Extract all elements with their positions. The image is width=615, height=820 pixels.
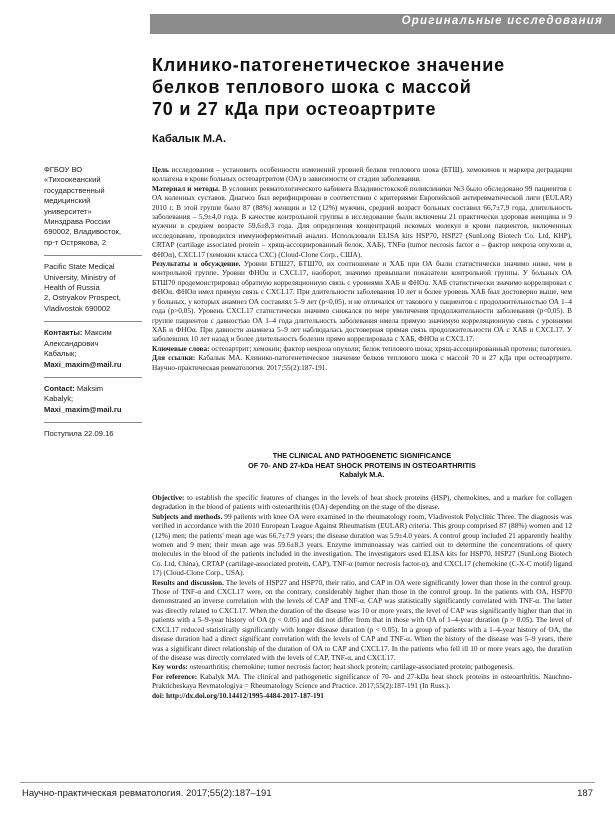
affil-line: государственный <box>44 185 105 195</box>
contact-line: Kabalyk; <box>44 394 74 404</box>
affil-line: Health of Russia <box>44 283 100 293</box>
affiliation-en <box>44 262 142 322</box>
affil-line: пр-т Острякова, 2 <box>44 237 107 247</box>
journal-footer: Научно-практическая ревматология. 2017;55(2):187–191 <box>22 788 272 799</box>
contacts-ru <box>44 328 142 378</box>
abstract-ru <box>152 165 572 372</box>
abstract-reference: For reference: Kabalyk MA. The clinical and pathogenetic significance of 70- and 27-kDa heat shock proteins in osteoarthritis. Nauchno-Prakticheskaya Revmatologiya = Rheumatology Science and Practice. 2017;55(2):187-191 (In Russ.). <box>152 671 572 691</box>
english-author: Kabalyk M.A. <box>339 470 385 480</box>
received-date: Поступила 22.09.16 <box>44 429 114 439</box>
contact-line: Maksim <box>76 383 104 393</box>
abstract-results: Results and discussion. The levels of HSP27 and HSP70, their ratio, and CAP in OA were significantly lower than those in the control group. Those of TNF-α and CXCL17 were, on the contrary, considerably higher than those in the control group. In the patients with OA, HSP70 demonstrated an inverse correlation with the levels of CAP and TNF-α. CAP was statistically significantly correlated with TNF-α. The latter was directly related to CXCL17. When the duration of the disease was 10 or more years, the level of CAP was significantly higher than that in patients with a 5–9-year history of OA (p < 0.05) and did not differ from that in those with OA of 1–4-year duration (p > 0.05). The level of CXCL17 reduced statistically significantly with longer disease duration (p < 0.05). In a group of patients with a 1–4-year history of OA, the disease duration had a direct significant correlation with the levels of CAP and TNF-α. When the history of the disease was 5–9 years, there was a significant direct relationship of the duration of OA to CAP and CXCL17. In the patients who fell ill 10 or more years ago, the duration of the disease was directly correlated with the levels of CAP, TNF-α, and CXCL17. <box>152 577 572 662</box>
abstract-results: Результаты и обсуждение. Уровни БТШ27, БТШ70, их соотношение и ХАБ при ОА были статистически значимо ниже, чем в контрольной группе. Уровни ФНОα и CXCL17, наоборот, значимо превышали показатели контрольной группы. У больных ОА БТШ70 продемонстрировал обратную корреляционную связь с уровнями ХАБ и ФНОα. ХАБ статистически значимо коррелировал с ФНОα. ФНОα имел прямую связь с CXCL17. При длительности заболевания 10 лет и более уровень ХАБ был достоверно выше, чем у больных, у которых анамнез ОА составлял 5–9 лет (p<0,05), и не отличался от такового у пациентов с продолжительностью ОА 1–4 года (p>0,05). Уровень CXCL17 статистически значимо снижался по мере увеличения продолжительности заболевания (p<0,05). В группе пациентов с давностью ОА 1–4 года длительность заболевания имела прямую значимую корреляционную связь с уровнями ХАБ и ФНОα. При давности анамнеза 5–9 лет наблюдалась достоверная прямая связь продолжительности ОА с ХАБ и CXCL17. У заболевших 10 лет назад и более длительность болезни прямо коррелировала с ХАБ, ФНОα и CXCL17. <box>152 259 572 344</box>
abstract-citation: Для ссылки: Кабалык МА. Клинико-патогенетическое значение белков теплового шока с массой 70 и 27 кДа при остеоартрите. Научно-практическая ревматология. 2017;55(2):187-191. <box>152 353 572 372</box>
affil-line: университет» <box>44 206 92 216</box>
contacts-en <box>44 384 142 423</box>
affil-line: 690002, Владивосток, <box>44 227 121 237</box>
abstract-methods: Материал и методы. В условиях ревматологического кабинета Владивостокской поликлиники №3 было обследовано 99 пациентов с ОА коленных суставов. Диагноз был верифицирован в соответствии с критериями Европейской антиревматической лиги (EULAR) 2010 г. В этой группе было 87 (88%) женщин и 12 (12%) мужчин, средний возраст больных составил 66,7±7,9 года, длительность заболевания – 5,9±4,0 года. В качестве контрольной группы в исследование были включены 21 практически здоровая женщина и 9 мужчин в среднем возрасте 59,6±8,3 года. Для определения концентраций искомых молекул в крови пациентов, включенных исследование, проводился иммуноферментный анализ. Использовали ELISA kits HSP70, HSP27 (SunLong Biotech Co. Ltd, КНР), CRTAP (cartilage associated protein – хрящ-ассоциированный белок, ХАБ), TNFα (tumor necrosis factor α – фактор некроза опухоли α, ФНОα), CXCL17 (хемокин класса СХС) (Cloud-Clone Corp., США). <box>152 183 572 259</box>
page-number: 187 <box>577 788 593 799</box>
contact-email[interactable]: Maxi_maxim@mail.ru <box>44 359 122 369</box>
affil-line: Минздрава России <box>44 217 111 227</box>
section-banner <box>0 0 615 36</box>
contacts-label: Contact: <box>44 383 75 393</box>
footer-divider <box>20 782 595 783</box>
article-title <box>152 54 592 120</box>
english-title <box>152 451 572 480</box>
english-title-line: THE CLINICAL AND PATHOGENETIC SIGNIFICANCE <box>272 451 452 460</box>
author-name: Кабалык М.А. <box>152 133 227 145</box>
english-title-line: OF 70- AND 27-kDa HEAT SHOCK PROTEINS IN OSTEOARTHRITIS <box>248 460 476 470</box>
abstract-en <box>152 493 572 700</box>
abstract-objective: Цель исследования – установить особенности изменений уровней белков теплового шока (БТШ), хемокинов и маркера деградации коллагена в крови больных остеоартритом (ОА) в зависимости от стадии заболевания. <box>152 165 573 184</box>
contact-line: Кабалык; <box>44 349 77 359</box>
contact-line: Александрович <box>44 338 99 348</box>
affil-line: 2, Ostryakov Prospect, <box>44 293 121 303</box>
sidebar <box>44 165 142 453</box>
affil-line: медицинский <box>44 196 91 206</box>
affil-line: Vladivostok 690002 <box>44 303 111 313</box>
abstract-methods: Subjects and methods. 99 patients with knee OA were examined in the rheumatology room, Vladivostok Polyclinic Three. The diagnosis was verified in accordance with the 2010 European League Against Rheumatism (EULAR) criteria. This group comprised 87 (88%) women and 12 (12%) men; the patients' mean age was 66.7±7.9 years; the disease duration was 5.9±4.0 years. A control group included 21 apparently healthy women and 9 men; their mean age was 59.6±8.3 years. Enzyme immunoassay was carried out to determine the concentrations of query molecules in the blood of the patients included in the investigation. The investigators used ELISA kits for HSP70, HSP27 (SunLong Biotech Co. Ltd, China), CRTAP (cartilage-associated protein, CAP), TNF-α (tumor necrosis factor-α), and CXCL17 (chemokine (C-X-C motif) ligand 17) (Cloud-Clone Corp., USA). <box>152 511 572 578</box>
contact-line: Максим <box>84 328 112 338</box>
title-line: 70 и 27 кДа при остеоартрите <box>152 99 437 119</box>
title-line: Клинико-патогенетическое значение <box>152 55 505 75</box>
affiliation-ru <box>44 165 142 256</box>
title-line: белков теплового шока с массой <box>152 77 472 97</box>
contact-email[interactable]: Maxi_maxim@mail.ru <box>44 404 122 414</box>
abstract-keywords: Ключевые слова: остеоартрит; хемокин; фактор некроза опухоли; белок теплового шока; хрящ-ассоциированный протеин; патогенез. <box>152 343 572 353</box>
affil-line: Pacific State Medical <box>44 262 115 272</box>
contacts-label: Контакты: <box>44 328 83 338</box>
abstract-objective: Objective: to establish the specific features of changes in the levels of heat shock proteins (HSP), chemokines, and a marker for collagen degradation in the blood of patients with osteoarthritis (OA) depending on the stage of the disease. <box>152 493 572 512</box>
doi-link[interactable]: doi: http://dx.doi.org/10.14412/1995-4484-2017-187-191 <box>152 690 324 700</box>
affil-line: ФГБОУ ВО <box>44 165 83 174</box>
affil-line: «Тихоокеанский <box>44 175 101 185</box>
abstract-keywords: Key words: osteoarthritis; chemokine; tumor necrosis factor; heat shock protein; cartilage-associated protein; pathogenesis. <box>152 662 515 672</box>
affil-line: University, Ministry of <box>44 272 116 282</box>
section-label: Оригинальные исследования <box>401 15 603 27</box>
